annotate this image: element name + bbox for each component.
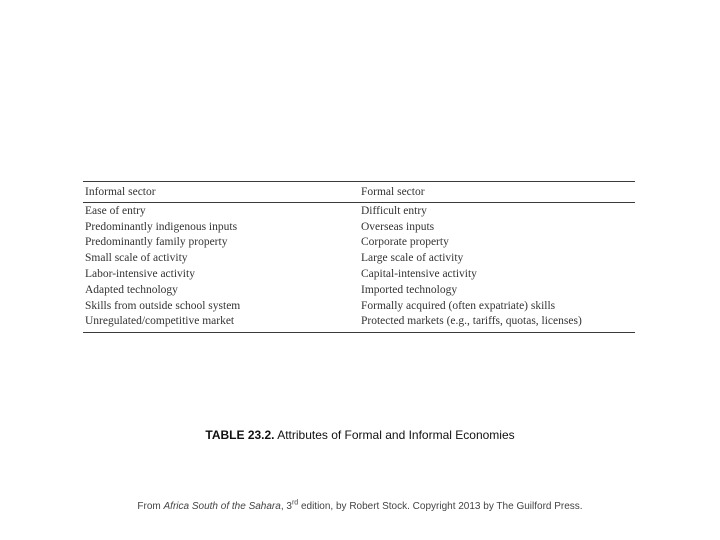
formal-cell: Imported technology: [361, 283, 458, 296]
informal-cell: Labor-intensive activity: [85, 267, 195, 280]
informal-cell: Adapted technology: [85, 283, 178, 296]
table-row: [83, 251, 635, 267]
table-header-row: [83, 182, 635, 202]
attributes-table: [83, 181, 635, 333]
informal-cell: Predominantly indigenous inputs: [85, 220, 238, 233]
source-suffix: edition, by Robert Stock. Copyright 2013 by The Guilford Press.: [298, 501, 583, 512]
formal-cell: Large scale of activity: [361, 252, 464, 265]
informal-cell: Small scale of activity: [85, 252, 188, 265]
source-book-title: Africa South of the Sahara: [163, 501, 281, 512]
table-bottom-rule: [83, 332, 635, 333]
formal-cell: Overseas inputs: [361, 220, 435, 233]
formal-cell: Protected markets (e.g., tariffs, quotas, licenses): [361, 315, 582, 328]
header-informal-sector: Informal sector: [85, 186, 156, 198]
caption-text: Attributes of Formal and Informal Economies: [274, 428, 515, 442]
informal-cell: Skills from outside school system: [85, 299, 241, 312]
informal-cell: Predominantly family property: [85, 236, 228, 249]
informal-cell: Ease of entry: [85, 204, 146, 217]
source-citation: [0, 501, 720, 512]
formal-cell: Corporate property: [361, 236, 449, 249]
table-body: [83, 203, 635, 332]
source-edition-num: , 3: [280, 501, 292, 512]
table-row: [83, 220, 635, 236]
table-row: [83, 299, 635, 315]
table-row: [83, 235, 635, 251]
formal-cell: Difficult entry: [361, 204, 427, 217]
caption-label: TABLE 23.2.: [205, 428, 275, 442]
table-row: [83, 204, 635, 220]
formal-cell: Formally acquired (often expatriate) skills: [361, 299, 556, 312]
informal-cell: Unregulated/competitive market: [85, 315, 235, 328]
formal-cell: Capital-intensive activity: [361, 267, 477, 280]
source-prefix: From: [137, 501, 164, 512]
table-caption: [0, 428, 720, 442]
header-formal-sector: Formal sector: [361, 186, 425, 198]
table-row: [83, 314, 635, 330]
source-edition-sup: rd: [291, 499, 299, 507]
table-row: [83, 283, 635, 299]
table-row: [83, 267, 635, 283]
